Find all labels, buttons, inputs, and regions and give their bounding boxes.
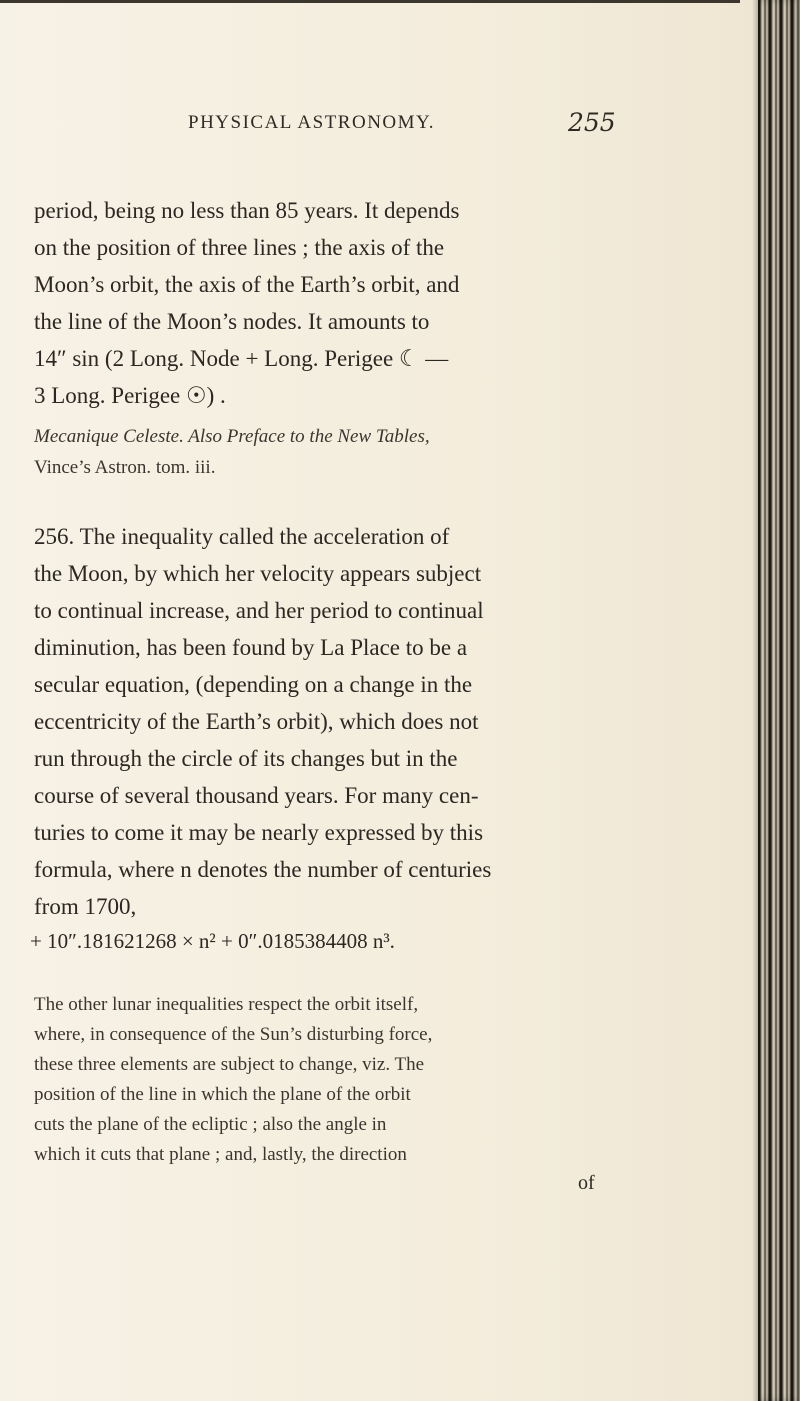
text-line: from 1700, — [34, 894, 137, 919]
text-line: 256. The inequality called the acceleration of — [34, 524, 450, 549]
text-line: eccentricity of the Earth’s orbit), which does not — [34, 709, 479, 734]
page-number: 255 — [568, 108, 616, 137]
text-line: turies to come it may be nearly expressed by this — [34, 820, 484, 845]
note-line: cuts the plane of the ecliptic ; also the angle in — [34, 1114, 387, 1135]
text-line: diminution, has been found by La Place to be a — [34, 635, 468, 660]
reference-line: Mecanique Celeste. Also Preface to the New Tables, — [34, 426, 430, 447]
page-header — [0, 108, 760, 142]
text-line: 3 Long. Perigee ☉) . — [34, 383, 226, 408]
note-line: these three elements are subject to change, viz. The — [34, 1054, 425, 1075]
catchword: of — [578, 1172, 595, 1194]
note-line: position of the line in which the plane of the orbit — [34, 1084, 411, 1105]
text-line: secular equation, (depending on a change in the — [34, 672, 473, 697]
running-head: PHYSICAL ASTRONOMY. — [188, 112, 436, 133]
note-line: which it cuts that plane ; and, lastly, the direction — [34, 1144, 407, 1165]
text-line: Moon’s orbit, the axis of the Earth’s orbit, and — [34, 272, 460, 297]
note-line: The other lunar inequalities respect the orbit itself, — [34, 994, 419, 1015]
note-line: where, in consequence of the Sun’s disturbing force, — [34, 1024, 433, 1045]
text-line: the Moon, by which her velocity appears subject — [34, 561, 482, 586]
formula: + 10″.181621268 × n² + 0″.0185384408 n³. — [30, 929, 395, 953]
text-line: run through the circle of its changes but in the — [34, 746, 458, 771]
reference-line: Vince’s Astron. tom. iii. — [34, 457, 216, 478]
top-rule — [0, 0, 740, 3]
text-line: on the position of three lines ; the axis of the — [34, 235, 445, 260]
text-line: period, being no less than 85 years. It depends — [34, 198, 460, 223]
text-line: formula, where n denotes the number of centuries — [34, 857, 492, 882]
book-binding — [758, 0, 800, 1401]
text-line: 14″ sin (2 Long. Node + Long. Perigee ☾ — — [34, 346, 449, 371]
text-line: to continual increase, and her period to continual — [34, 598, 484, 623]
text-line: course of several thousand years. For many cen- — [34, 783, 479, 808]
text-line: the line of the Moon’s nodes. It amounts to — [34, 309, 430, 334]
